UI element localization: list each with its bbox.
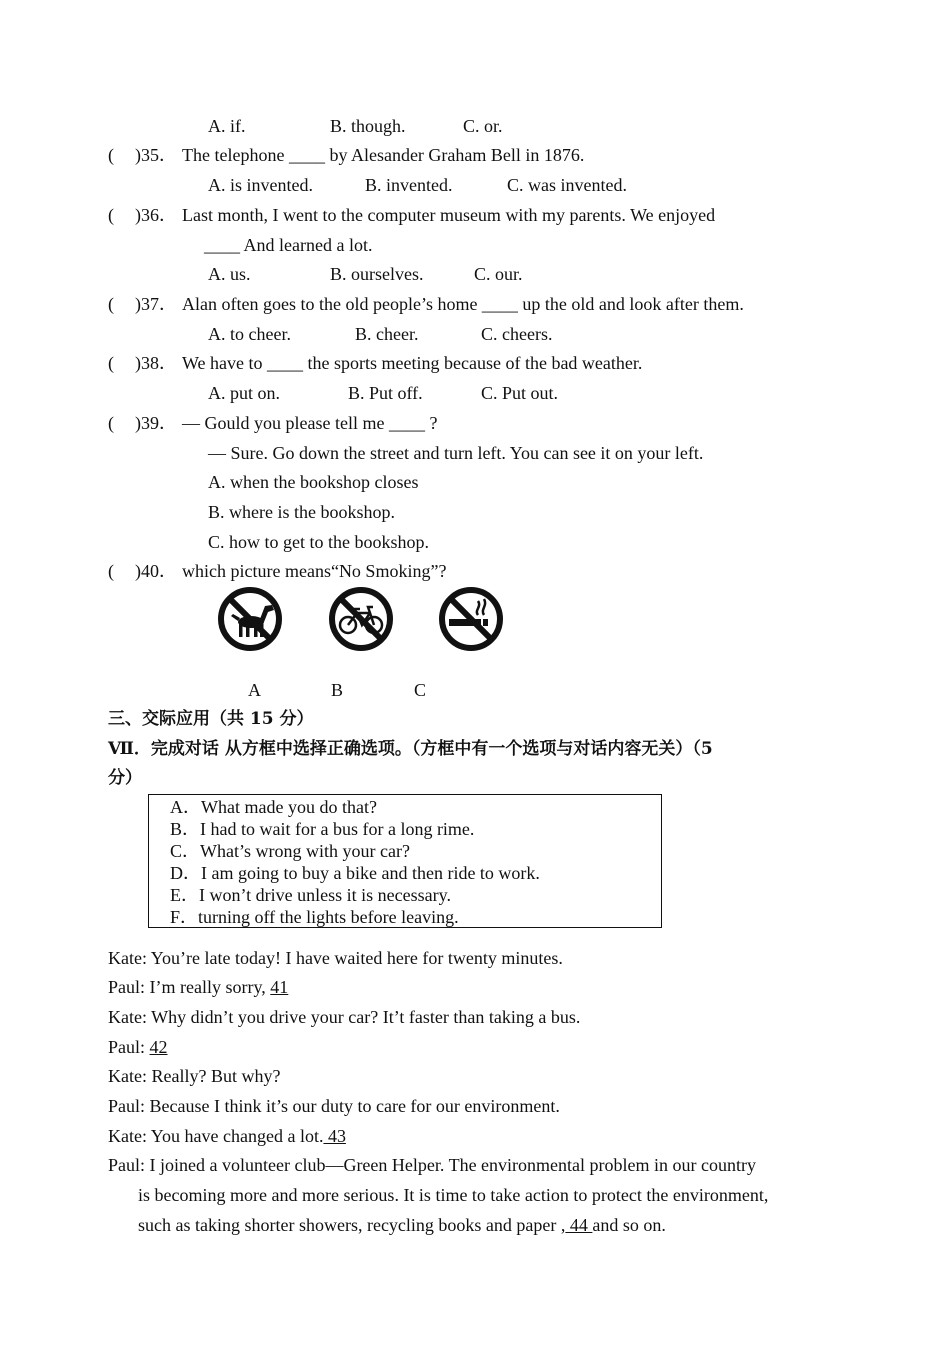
answer-blank-43: 43 <box>323 1126 346 1146</box>
q40-paren: ( <box>108 561 114 581</box>
q36-number: )36． <box>135 205 177 225</box>
q36-text-continued: ____ And learned a lot. <box>204 235 373 255</box>
dialogue-text: such as taking shorter showers, recycling books and paper , <box>138 1215 566 1235</box>
q35-text: The telephone ____ by Alesander Graham Bell in 1876. <box>182 145 585 165</box>
dialogue-line <box>108 1036 168 1058</box>
q35-option-a: A. is invented. <box>208 175 313 195</box>
box-option-e: E．I won’t drive unless it is necessary. <box>170 885 451 905</box>
q36-option-a: A. us. <box>208 264 251 284</box>
box-option-b: B．I had to wait for a bus for a long rime. <box>170 819 475 839</box>
q38-option-c: C. Put out. <box>481 383 559 403</box>
dialogue-line <box>108 947 563 969</box>
q37-option-a: A. to cheer. <box>208 324 291 344</box>
dialogue-text: Paul: Because I think it’s our duty to care for our environment. <box>108 1096 560 1116</box>
q39-paren: ( <box>108 413 114 433</box>
dialogue-text: Paul: I joined a volunteer club—Green Helper. The environmental problem in our country <box>108 1155 756 1175</box>
dialogue-line <box>108 1125 346 1147</box>
dialogue-line <box>108 976 288 998</box>
answer-blank-44: 44 <box>565 1215 593 1235</box>
dialogue-line <box>108 1065 280 1087</box>
q37-text: Alan often goes to the old people’s home ____ up the old and look after them. <box>182 294 744 314</box>
dialogue-text: Paul: I’m really sorry, <box>108 977 271 997</box>
dialogue-line <box>108 1154 756 1176</box>
q36-text: Last month, I went to the computer museum with my parents. We enjoyed <box>182 205 716 225</box>
q34-option-a: A. if. <box>208 116 246 136</box>
q37-number: )37． <box>135 294 177 314</box>
dialogue-text: Kate: Really? But why? <box>108 1066 281 1086</box>
section-3-title: 三、交际应用（共 15 分） <box>108 709 314 729</box>
q38-number: )38． <box>135 353 177 373</box>
q39-text-continued: — Sure. Go down the street and turn left. You can see it on your left. <box>208 443 704 463</box>
q39-option-c: C. how to get to the bookshop. <box>208 532 429 552</box>
answer-blank-41: 41 <box>270 977 289 997</box>
box-option-d: D．I am going to buy a bike and then ride to work. <box>170 863 540 883</box>
q40-sign-label-a: A <box>248 680 261 700</box>
q40-text: which picture means“No Smoking”? <box>182 561 447 581</box>
box-option-c: C．What’s wrong with your car? <box>170 841 410 861</box>
q38-option-a: A. put on. <box>208 383 280 403</box>
no-bicycles-sign-icon <box>332 590 390 648</box>
dialogue-text: Kate: Why didn’t you drive your car? It’t faster than taking a bus. <box>108 1007 581 1027</box>
q37-option-c: C. cheers. <box>481 324 553 344</box>
dialogue-text-after-blank: and so on. <box>592 1215 666 1235</box>
q34-option-c: C. or. <box>463 116 503 136</box>
q36-paren: ( <box>108 205 114 225</box>
dialogue-line <box>138 1184 768 1206</box>
box-option-a: A．What made you do that? <box>170 797 377 817</box>
section-7-title: Ⅶ．完成对话 从方框中选择正确选项。（方框中有一个选项与对话内容无关）（5 <box>108 739 713 759</box>
q35-number: )35． <box>135 145 177 165</box>
dialogue-text: Kate: You’re late today! I have waited here for twenty minutes. <box>108 948 563 968</box>
dialogue-line <box>108 1095 560 1117</box>
section-7-title-continued: 分） <box>108 768 142 788</box>
q39-number: )39． <box>135 413 177 433</box>
q40-sign-label-b: B <box>331 680 344 700</box>
box-option-f: F．turning off the lights before leaving. <box>170 907 459 927</box>
q36-option-b: B. ourselves. <box>330 264 424 284</box>
q38-paren: ( <box>108 353 114 373</box>
answer-blank-42: 42 <box>149 1037 168 1057</box>
q35-option-b: B. invented. <box>365 175 453 195</box>
q36-option-c: C. our. <box>474 264 523 284</box>
dialogue-line <box>138 1214 666 1236</box>
q37-paren: ( <box>108 294 114 314</box>
q37-option-b: B. cheer. <box>355 324 419 344</box>
q40-sign-images <box>216 586 516 654</box>
dialogue-line <box>108 1006 580 1028</box>
dialogue-text: Kate: You have changed a lot. <box>108 1126 324 1146</box>
q39-text: — Gould you please tell me ____ ? <box>182 413 438 433</box>
q38-text: We have to ____ the sports meeting because of the bad weather. <box>182 353 643 373</box>
dialogue-text: is becoming more and more serious. It is time to take action to protect the environment, <box>138 1185 769 1205</box>
q38-option-b: B. Put off. <box>348 383 423 403</box>
q35-option-c: C. was invented. <box>507 175 627 195</box>
q35-paren: ( <box>108 145 114 165</box>
q40-sign-label-c: C <box>414 680 427 700</box>
dialogue-text: Paul: <box>108 1037 150 1057</box>
no-smoking-sign-icon <box>442 590 500 648</box>
q34-option-b: B. though. <box>330 116 406 136</box>
q39-option-a: A. when the bookshop closes <box>208 472 419 492</box>
q40-number: )40． <box>135 561 177 581</box>
no-dogs-sign-icon <box>221 590 279 648</box>
q39-option-b: B. where is the bookshop. <box>208 502 395 522</box>
